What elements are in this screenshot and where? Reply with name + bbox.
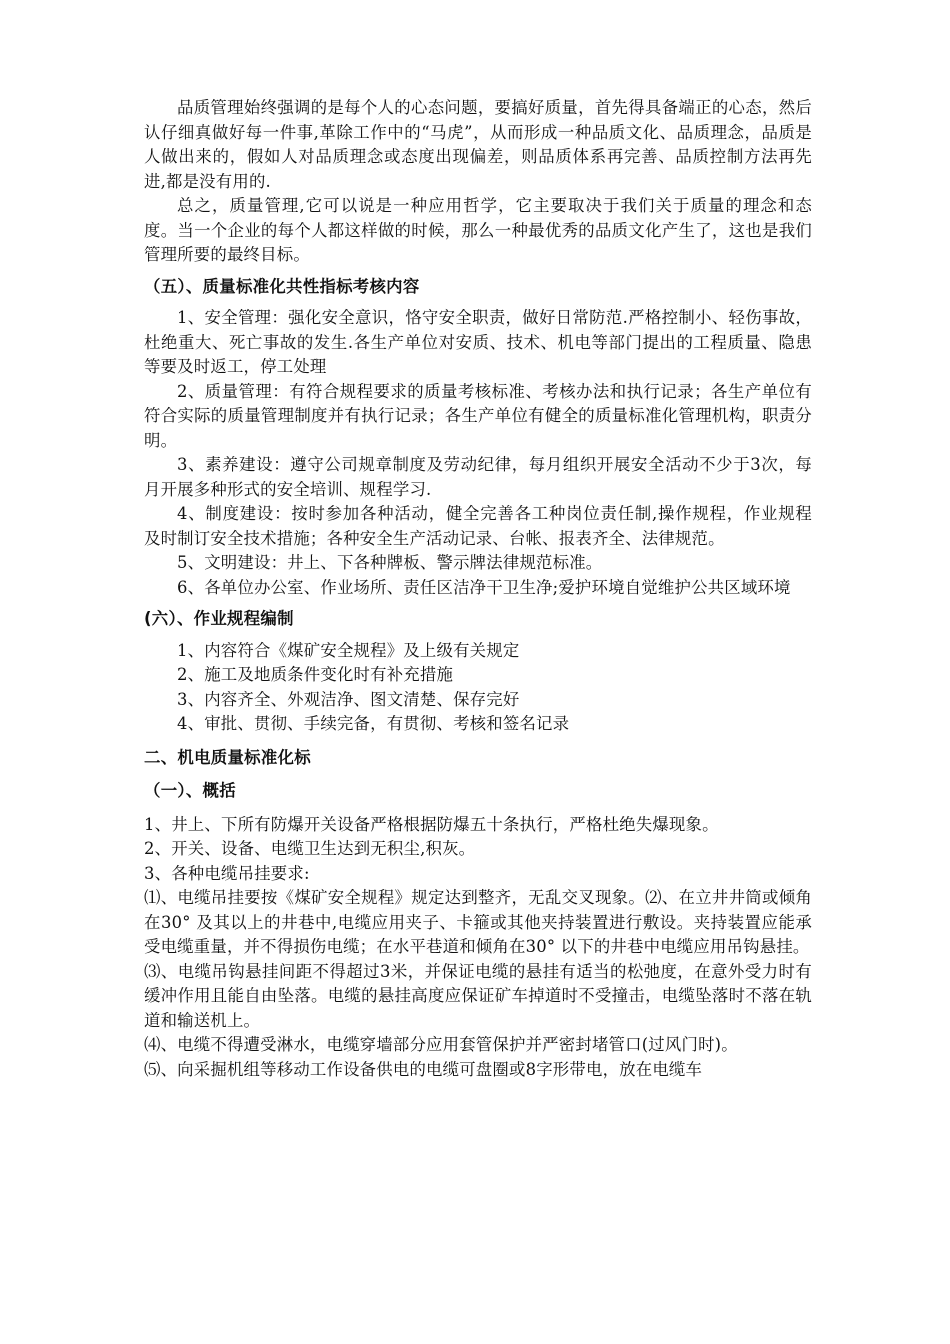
- section-5-heading: （五）、质量标准化共性指标考核内容: [144, 276, 420, 296]
- part-2-sub-heading: （一）、概括: [144, 781, 236, 800]
- section-6-item-1: 1、内容符合《煤矿安全规程》及上级有关规定: [177, 640, 520, 660]
- section-5-item-2: 2、质量管理：有符合规程要求的质量考核标准、考核办法和执行记录；各生产单位有符合实际的质量管理制度并有执行记录；各生产单位有健全的质量标准化管理机构，职责分明。: [144, 381, 812, 450]
- part-2-item-6: ⑷、电缆不得遭受淋水，电缆穿墙部分应用套管保护并严密封堵管口(过风门时)。: [144, 1035, 738, 1054]
- part-2-item-7: ⑸、向采掘机组等移动工作设备供电的电缆可盘圈或8字形带电，放在电缆车: [144, 1059, 703, 1079]
- part-2-heading: 二、机电质量标准化标: [144, 747, 311, 767]
- part-2-item-4: ⑴、电缆吊挂要按《煤矿安全规程》规定达到整齐，无乱交叉现象。⑵、在立井井筒或倾角在30° 及其以上的井巷中,电缆应用夹子、卡箍或其他夹持装置进行敷设。夹持装置应能承受电缆重量，并不得损伤电缆；在水平巷道和倾角在30° 以下的井巷中电缆应用吊钩悬挂。: [144, 888, 812, 956]
- section-5-item-1: 1、安全管理：强化安全意识，恪守安全职责，做好日常防范.严格控制小、轻伤事故，杜绝重大、死亡事故的发生.各生产单位对安质、技术、机电等部门提出的工程质量、隐患等要及时返工，停工处理: [144, 308, 812, 376]
- section-6-item-4: 4、审批、贯彻、手续完备，有贯彻、考核和签名记录: [177, 714, 570, 733]
- part-2-item-1: 1、井上、下所有防爆开关设备严格根据防爆五十条执行，严格杜绝失爆现象。: [144, 814, 719, 834]
- section-6-heading: (六）、作业规程编制: [144, 609, 294, 628]
- section-5-item-5: 5、文明建设：井上、下各种牌板、警示牌法律规范标准。: [177, 553, 603, 572]
- part-2-item-3: 3、各种电缆吊挂要求:: [144, 863, 310, 883]
- section-6-item-3: 3、内容齐全、外观洁净、图文清楚、保存完好: [177, 689, 520, 709]
- intro-paragraph-2: 总之，质量管理,它可以说是一种应用哲学，它主要取决于我们关于质量的理念和态度。当一个企业的每个人都这样做的时候，那么一种最优秀的品质文化产生了，这也是我们管理所要的最终目标。: [144, 196, 812, 264]
- section-5-item-4: 4、制度建设：按时参加各种活动，健全完善各工种岗位责任制,操作规程，作业规程 及时制订安全技术措施；各种安全生产活动记录、台帐、报表齐全、法律规范。: [144, 504, 812, 548]
- section-5-item-3: 3、素养建设：遵守公司规章制度及劳动纪律，每月组织开展安全活动不少于3次，每月开展多种形式的安全培训、规程学习.: [144, 455, 812, 499]
- section-5-item-6: 6、各单位办公室、作业场所、责任区洁净干卫生净;爱护环境自觉维护公共区域环境: [177, 577, 791, 597]
- document-page: [144, 96, 812, 1082]
- section-6-item-2: 2、施工及地质条件变化时有补充措施: [177, 665, 454, 684]
- part-2-item-2: 2、开关、设备、电缆卫生达到无积尘,积灰。: [144, 839, 476, 858]
- intro-paragraph-1: 品质管理始终强调的是每个人的心态问题，要搞好质量，首先得具备端正的心态，然后认仔细真做好每一件事,革除工作中的“马虎”，从而形成一种品质文化、品质理念，品质是人做出来的，假如人对品质理念或态度出现偏差，则品质体系再完善、品质控制方法再先进,都是没有用的.: [144, 98, 812, 191]
- part-2-item-5: ⑶、电缆吊钩悬挂间距不得超过3米，并保证电缆的悬挂有适当的松弛度，在意外受力时有缓冲作用且能自由坠落。电缆的悬挂高度应保证矿车掉道时不受撞击，电缆坠落时不落在轨道和输送机上。: [144, 961, 812, 1030]
